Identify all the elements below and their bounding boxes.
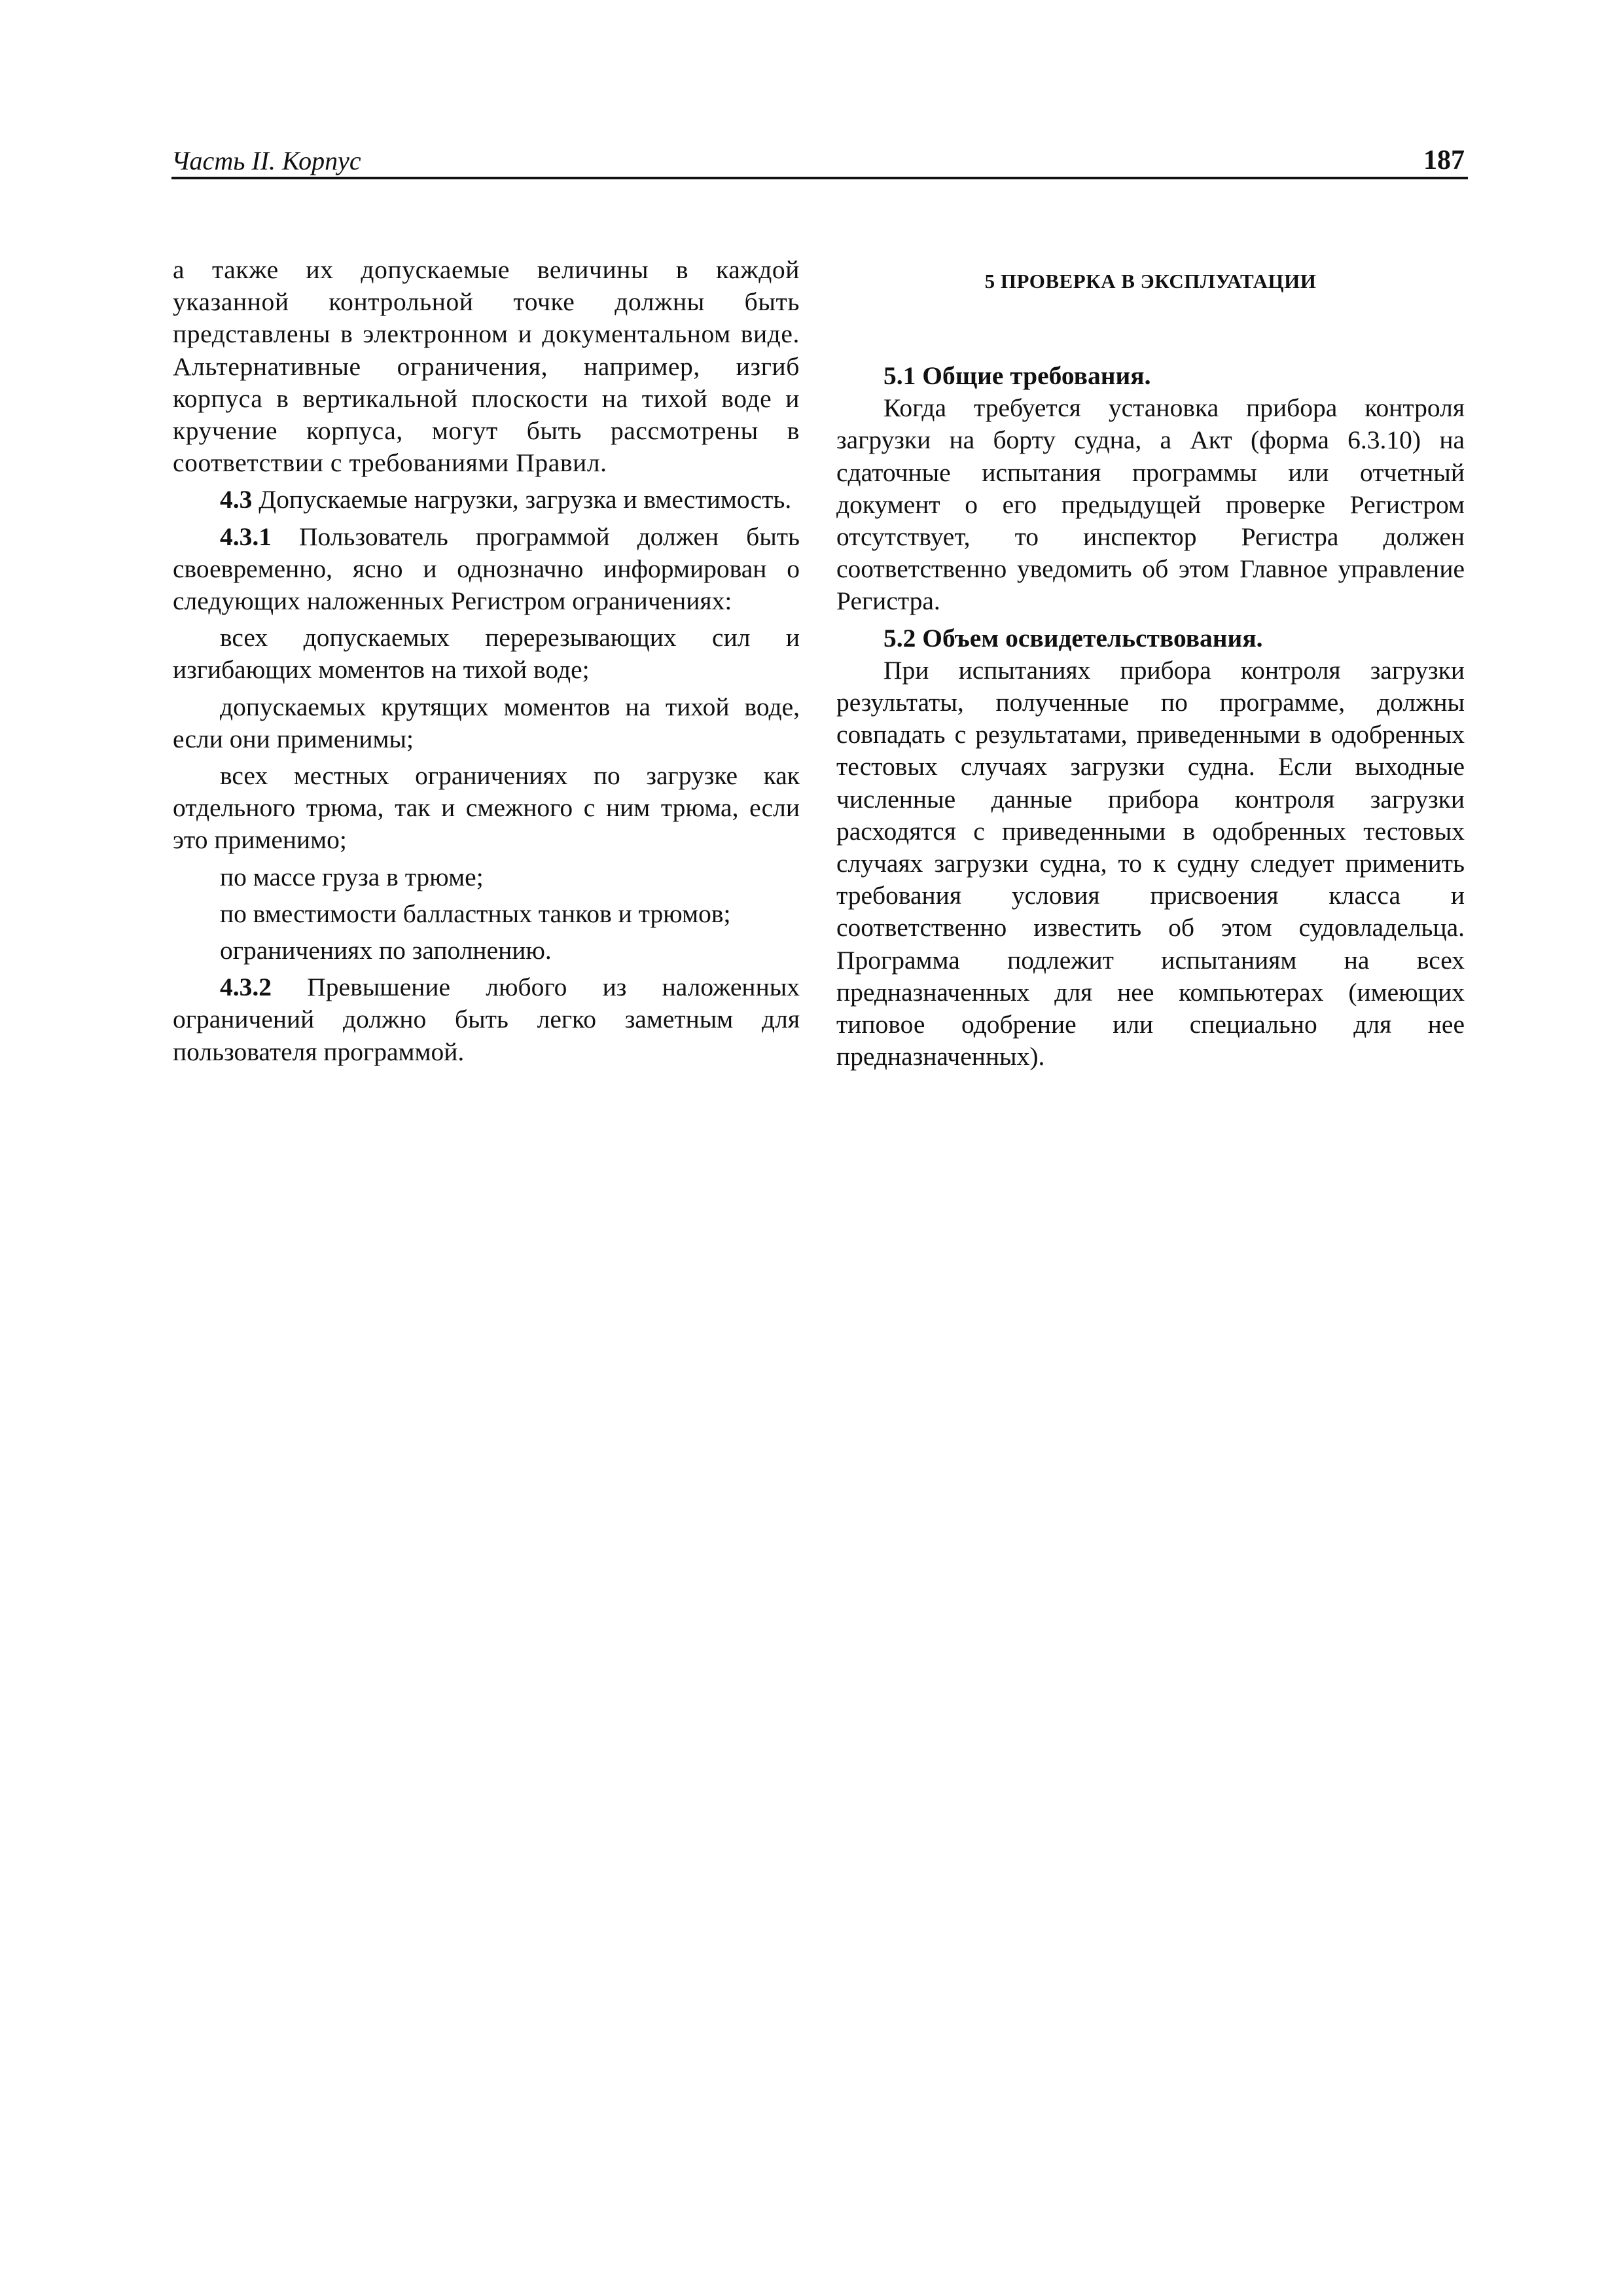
section-4-3-1 [173,521,800,618]
section-4-3-1-text: Пользователь программой должен быть своевременно, ясно и однозначно информирован о следующих наложенных Регистром ограничениях: [173,522,800,616]
section-5-2-text: При испытаниях прибора контроля загрузки результаты, полученные по программе, должны совпадать с результатами, приведенными в одобренных тестовых случаях загрузки судна. Если выходные численные данные прибора контроля загрузки расходятся с приведенными в одобренных тестовых случаях загрузки судна, то к судну следует применить требования условия присвоения класса и соответственно известить об этом судовладельца. Программа подлежит испытаниям на всех предназначенных для нее компьютерах (имеющих типовое одобрение или специально для нее предназначенных). [836,655,1465,1071]
page-number: 187 [1423,145,1465,175]
right-column [836,254,1465,1073]
header-rule [171,177,1468,179]
section-5-2-number: 5.2 [883,623,916,653]
section-4-3-1-number: 4.3.1 [220,522,272,551]
section-5-1-heading [836,360,1465,392]
section-4-3 [173,484,800,516]
list-item: по массе груза в трюме; [220,862,484,891]
section-5-1-text: Когда требуется установка прибора контроля загрузки на борту судна, а Акт (форма 6.3.10) на сдаточные испытания программы или отчетный документ о его предыдущей проверке Регистром отсутствует, то инспектор Регистра должен соответственно уведомить об этом Главное управление Регистра. [836,393,1465,616]
section-4-3-2-number: 4.3.2 [220,973,272,1002]
list-item: всех местных ограничениях по загрузке как отдельного трюма, так и смежного с ним трюма, если это применимо; [173,761,800,855]
section-5-1-title: Общие требования. [922,361,1151,390]
paragraph-continuation: а также их допускаемые величины в каждой указанной контрольной точке должны быть представлены в электронном и документальном виде. Альтернативные ограничения, например, изгиб корпуса в вертикальной плоскости на тихой воде и кручение корпуса, могут быть рассмотрены в соответствии с требованиями Правил. [173,255,800,478]
list-item: ограничениях по заполнению. [220,936,552,965]
page-header [171,143,1467,179]
list-item: по вместимости балластных танков и трюмов; [220,899,731,928]
section-4-3-2-text: Превышение любого из наложенных ограничений должно быть легко заметным для пользователя программой. [173,973,800,1066]
running-header-title: Часть II. Корпус [171,146,361,175]
left-column [173,254,800,1068]
section-5-1-number: 5.1 [883,361,916,390]
section-5-2-title: Объем освидетельствования. [922,623,1263,653]
section-5-2-heading [836,622,1465,655]
list-item: всех допускаемых перерезывающих сил и изгибающих моментов на тихой воде; [173,623,800,685]
section-4-3-2 [173,971,800,1068]
section-4-3-title: Допускаемые нагрузки, загрузка и вместимость. [259,485,792,514]
section-4-3-number: 4.3 [220,485,253,514]
list-item: допускаемых крутящих моментов на тихой воде, если они применимы; [173,692,800,753]
section-5-heading: 5 ПРОВЕРКА В ЭКСПЛУАТАЦИИ [984,270,1317,293]
